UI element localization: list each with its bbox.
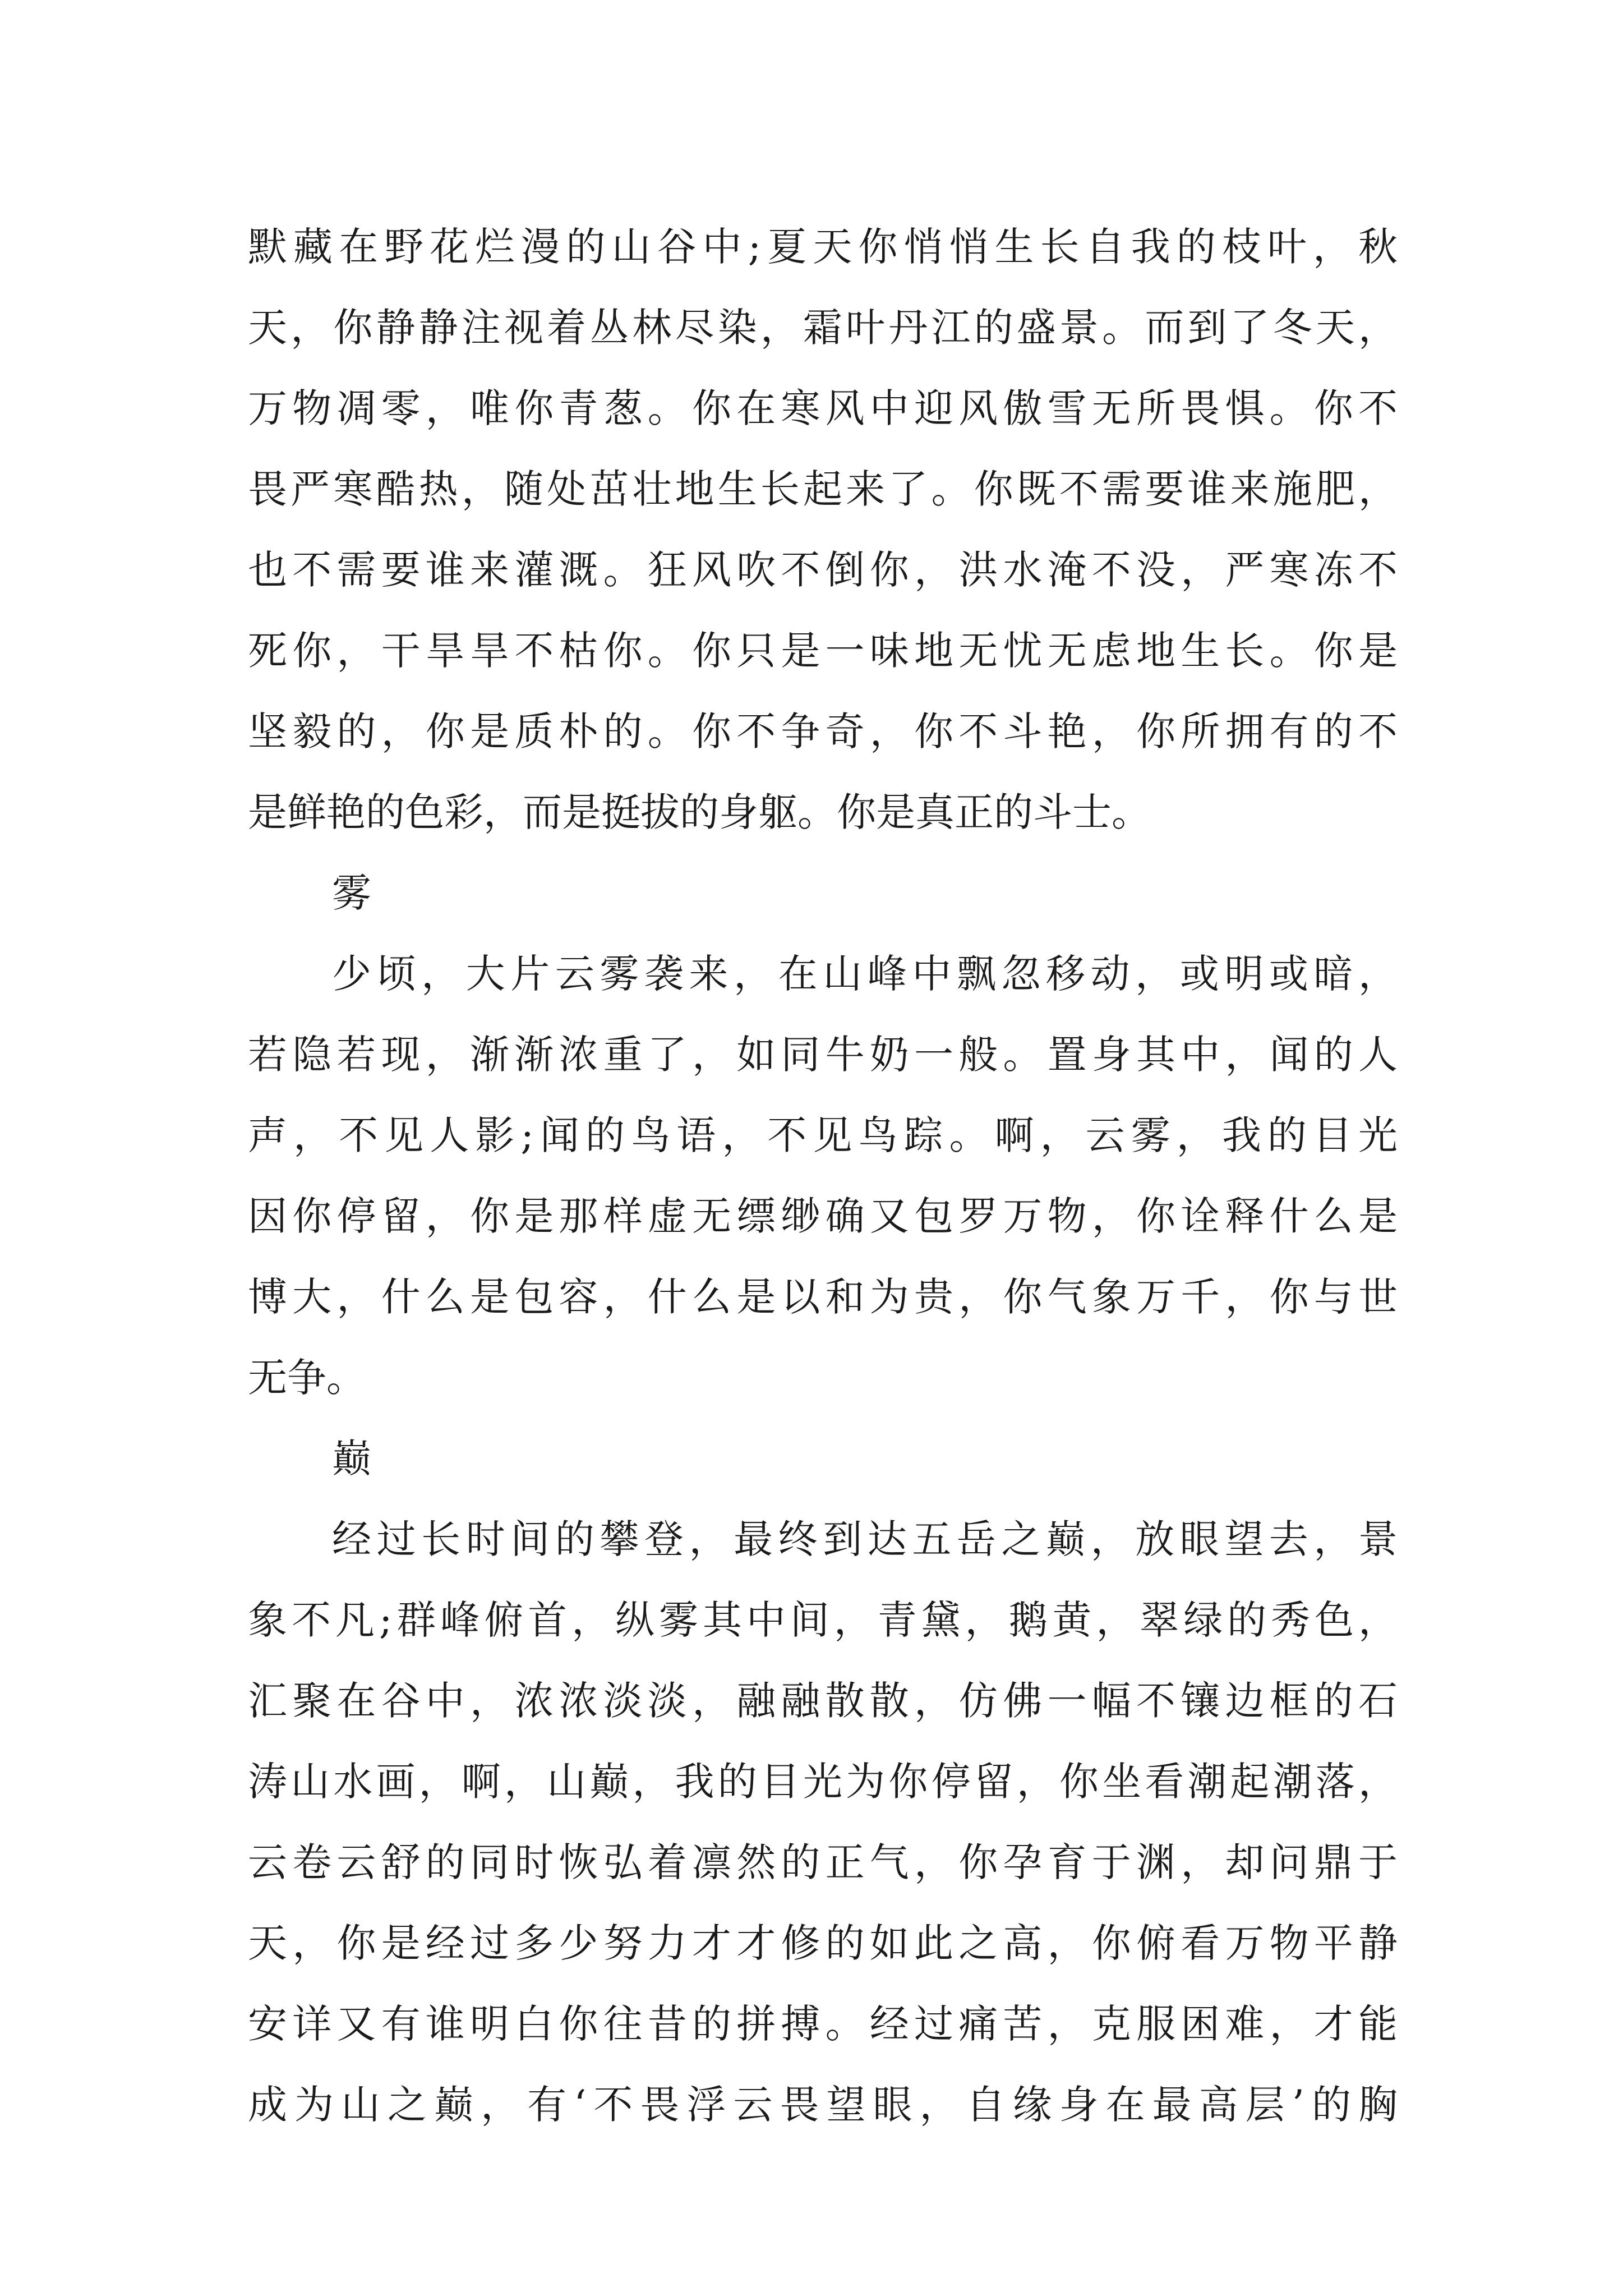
text-line: 天，你是经过多少努力才才修的如此之高，你俯看万物平静 [248,1920,1398,1966]
text-line: 默藏在野花烂漫的山谷中;夏天你悄悄生长自我的枝叶，秋 [248,224,1398,270]
text-line: 天，你静静注视着丛林尽染，霜叶丹江的盛景。而到了冬天， [248,305,1398,351]
text-line: 经过长时间的攀登，最终到达五岳之巅，放眼望去，景 [332,1516,1398,1562]
text-line: 成为山之巅，有‘不畏浮云畏望眼，自缘身在最高层’的胸 [248,2082,1398,2128]
text-line: 少顷，大片云雾袭来，在山峰中飘忽移动，或明或暗， [332,951,1398,997]
text-line: 安详又有谁明白你往昔的拼搏。经过痛苦，克服困难，才能 [248,2001,1398,2047]
text-line: 万物凋零，唯你青葱。你在寒风中迎风傲雪无所畏惧。你不 [248,385,1398,431]
text-line: 也不需要谁来灌溉。狂风吹不倒你，洪水淹不没，严寒冻不 [248,547,1398,593]
text-line: 若隐若现，渐渐浓重了，如同牛奶一般。置身其中，闻的人 [248,1032,1398,1078]
text-line: 死你，干旱旱不枯你。你只是一味地无忧无虑地生长。你是 [248,628,1398,674]
text-line: 云卷云舒的同时恢弘着凛然的正气，你孕育于渊，却问鼎于 [248,1839,1398,1885]
text-line: 是鲜艳的色彩，而是挺拔的身躯。你是真正的斗士。 [248,789,1151,835]
text-line: 畏严寒酷热，随处茁壮地生长起来了。你既不需要谁来施肥， [248,466,1398,512]
text-line: 汇聚在谷中，浓浓淡淡，融融散散，仿佛一幅不镶边框的石 [248,1678,1398,1724]
text-line: 象不凡;群峰俯首，纵雾其中间，青黛，鹅黄，翠绿的秀色， [248,1597,1398,1643]
section-heading: 雾 [332,870,371,916]
text-line: 因你停留，你是那样虚无缥缈确又包罗万物，你诠释什么是 [248,1193,1398,1239]
text-line: 无争。 [248,1355,366,1401]
body-text [248,206,1398,2145]
text-line: 博大，什么是包容，什么是以和为贵，你气象万千，你与世 [248,1274,1398,1320]
section-heading: 巅 [332,1435,371,1481]
text-line: 涛山水画，啊，山巅，我的目光为你停留，你坐看潮起潮落， [248,1759,1398,1805]
text-line: 坚毅的，你是质朴的。你不争奇，你不斗艳，你所拥有的不 [248,708,1398,754]
text-line: 声，不见人影;闻的鸟语，不见鸟踪。啊，云雾，我的目光 [248,1112,1398,1158]
